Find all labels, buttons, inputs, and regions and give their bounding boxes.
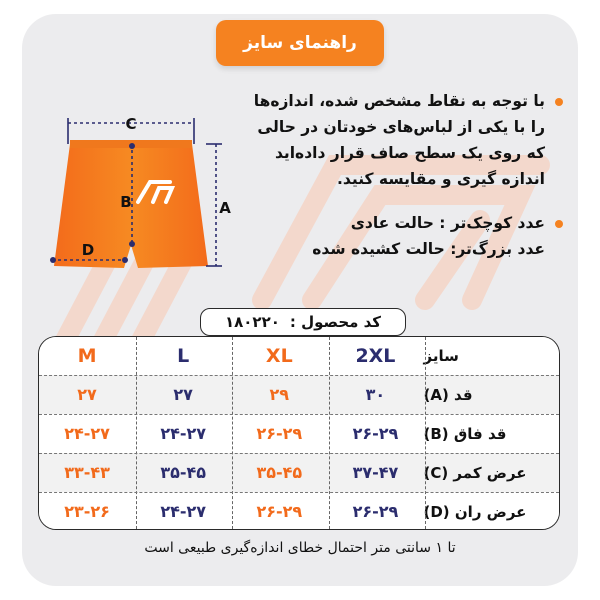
- label-d: D: [81, 241, 95, 259]
- footnote: تا ۱ سانتی متر احتمال خطای اندازه‌گیری طبیعی است: [144, 540, 456, 556]
- bullet-icon: [555, 220, 563, 228]
- column-divider: [136, 337, 137, 529]
- size-guide-title: [216, 20, 384, 66]
- size-header: L: [177, 345, 190, 367]
- table-row: [39, 414, 559, 453]
- table-cell: ۲۶-۲۹: [352, 424, 399, 443]
- instruction-line: عدد کوچک‌تر : حالت عادی: [350, 214, 545, 232]
- header-title: راهنمای سایز: [243, 33, 357, 53]
- instruction-line: که روی یک سطح صاف قرار داده‌اید: [274, 144, 545, 162]
- label-b: B: [120, 193, 132, 211]
- label-c: C: [125, 115, 137, 133]
- size-header: XL: [265, 345, 293, 367]
- table-row: [39, 375, 559, 414]
- column-divider: [425, 337, 426, 529]
- table-cell: ۳۷-۴۷: [352, 463, 399, 482]
- row-label: عرض ران (D): [423, 502, 527, 521]
- instruction-item: [240, 210, 565, 262]
- table-cell: ۲۷: [77, 385, 97, 404]
- column-header-size: سایز: [423, 347, 459, 365]
- table-cell: ۲۶-۲۹: [256, 502, 303, 521]
- table-row: [39, 453, 559, 492]
- row-divider: [39, 375, 559, 376]
- instruction-line: را با یکی از لباس‌های خودتان در حالی: [257, 118, 545, 136]
- table-cell: ۲۶-۲۹: [352, 502, 399, 521]
- size-table: [38, 336, 560, 530]
- bullet-icon: [555, 98, 563, 106]
- table-cell: ۲۳-۲۶: [64, 502, 110, 521]
- instruction-line: با توجه به نقاط مشخص شده، اندازه‌ها: [253, 92, 545, 110]
- column-divider: [329, 337, 330, 529]
- table-cell: ۲۴-۲۷: [160, 424, 207, 443]
- table-cell: ۳۵-۴۵: [256, 463, 303, 482]
- table-cell: ۲۴-۲۷: [64, 424, 110, 443]
- shorts-diagram: [40, 110, 240, 280]
- table-cell: ۳۰: [365, 385, 386, 404]
- table-header-row: [39, 337, 559, 375]
- table-cell: ۲۷: [173, 385, 193, 404]
- table-row: [39, 492, 559, 530]
- instruction-item: [240, 88, 565, 192]
- table-cell: ۲۹: [269, 385, 290, 404]
- instruction-line: اندازه گیری و مقایسه کنید.: [337, 170, 545, 188]
- row-label: قد فاق (B): [423, 424, 507, 443]
- product-code-value: ۱۸۰۲۲۰: [224, 313, 280, 331]
- row-divider: [39, 492, 559, 493]
- table-cell: ۲۶-۲۹: [256, 424, 303, 443]
- table-cell: ۳۵-۴۵: [160, 463, 207, 482]
- product-code: [200, 308, 406, 336]
- row-divider: [39, 453, 559, 454]
- row-divider: [39, 414, 559, 415]
- instruction-line: عدد بزرگ‌تر: حالت کشیده شده: [312, 240, 545, 258]
- product-code-label: کد محصول :: [289, 313, 382, 331]
- label-a: A: [219, 199, 231, 217]
- table-cell: ۲۴-۲۷: [160, 502, 207, 521]
- instructions: [240, 88, 565, 262]
- row-label: قد (A): [423, 385, 473, 404]
- table-cell: ۳۳-۴۳: [64, 463, 110, 482]
- size-header: 2XL: [355, 345, 396, 367]
- column-divider: [232, 337, 233, 529]
- size-header: M: [77, 345, 97, 367]
- row-label: عرض کمر (C): [423, 463, 527, 482]
